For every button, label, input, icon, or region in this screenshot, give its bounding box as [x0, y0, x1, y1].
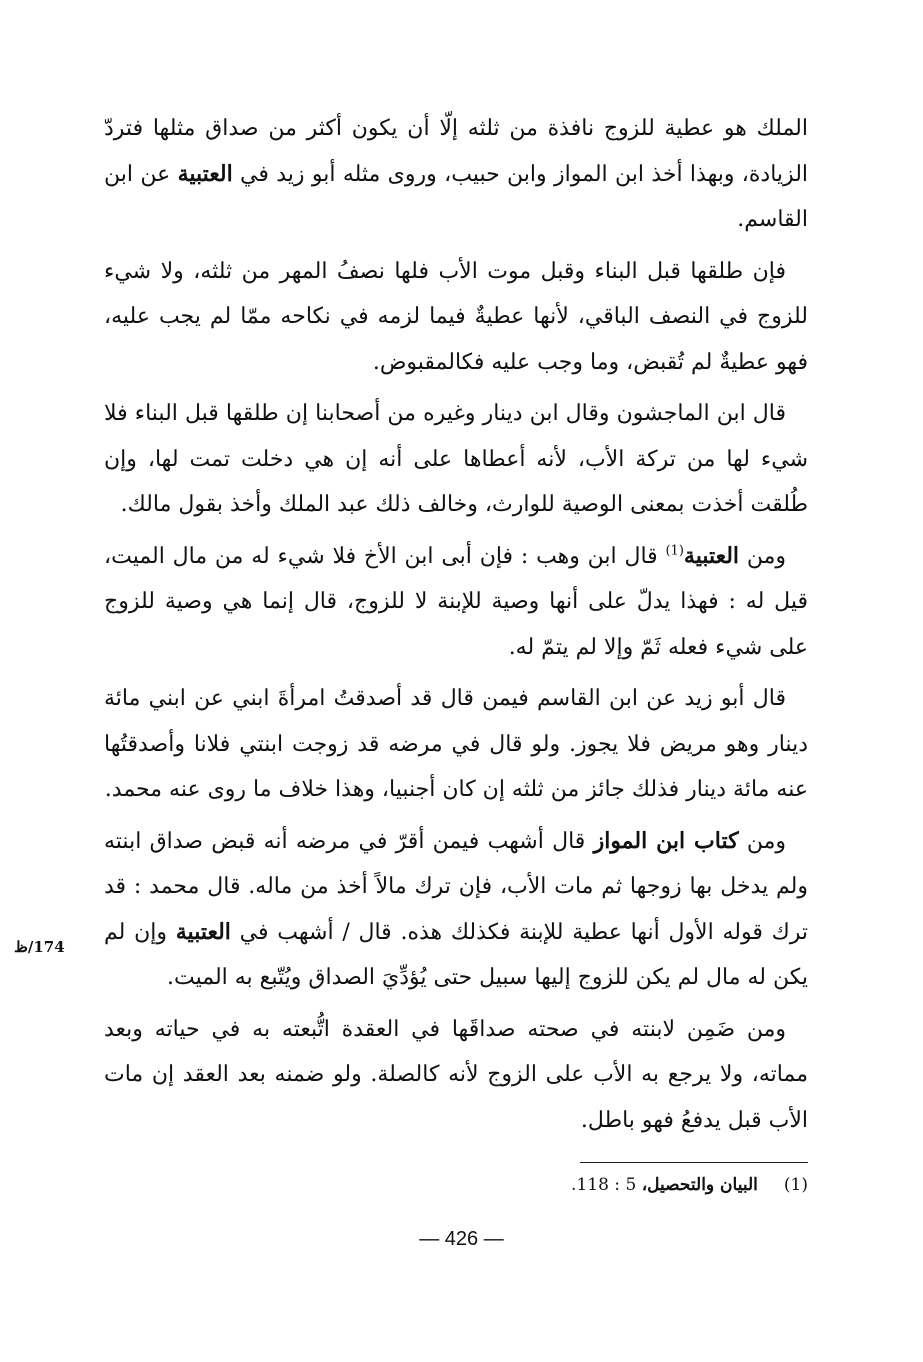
- footnote-reference: 5 : 118.: [571, 1175, 637, 1195]
- work-title: العتبية: [175, 918, 231, 945]
- footnote-marker: (1): [665, 543, 684, 559]
- paragraph-4: ومن العتبية$^{(1)}$ قال ابن وهب : فإن أبى ابن الأخ فلا شيء له من مال الميت، قيل له : فهذا يدلّ على أنها وصية للإبنة لا للزوج، قال إنما هي وصية للزوج على شيء فعله ثَمّ وإلا لم يتمّ له.: [104, 542, 808, 660]
- paragraph-6: ومن كتاب ابن المواز قال أشهب فيمن أقرّ في مرضه أنه قبض صداق ابنته ولم يدخل بها زوجها ثم مات الأب، فإن ترك مالاً أخذ من ماله. قال محمد : قد ترك قوله الأول أنها عطية للإبنة فكذلك هذه. قال / أشهب في العتبية وإن لم يكن له مال لم يكن للزوج إليها سبيل حتى يُؤدِّيَ الصداق ويُتّبع به الميت.: [104, 827, 808, 990]
- manuscript-folio-note: 174/ظ: [14, 938, 65, 956]
- footnote-divider: [580, 1162, 808, 1163]
- main-text: [104, 106, 808, 1149]
- page-number: — 426 —: [419, 1228, 504, 1250]
- paragraph-3: قال ابن الماجشون وقال ابن دينار وغيره من أصحابنا إن طلقها قبل البناء فلا شيء لها من تركة الأب، لأنه أعطاها على أنه إن هي دخلت تمت لها، وإن طُلقت أخذت بمعنى الوصية للوارث، وخالف ذلك عبد الملك وأخذ بقول مالك.: [104, 401, 808, 517]
- work-title: كتاب ابن المواز: [593, 827, 739, 854]
- footnote: [480, 1172, 808, 1198]
- footnote-source: البيان والتحصيل،: [641, 1175, 758, 1195]
- work-title: العتبية: [177, 160, 233, 187]
- paragraph-7: ومن ضَمِن لابنته في صحته صداقَها في العقدة اتُّبعته به في حياته وبعد مماته، ولا يرجع به الأب على الزوج لأنه كالصلة. ولو ضمنه بعد العقد إن مات الأب قبل يدفعُ فهو باطل.: [104, 1016, 808, 1133]
- footnote-number: (1): [783, 1175, 808, 1195]
- paragraph-2: فإن طلقها قبل البناء وقبل موت الأب فلها نصفُ المهر من ثلثه، ولا شيء للزوج في النصف الباقي، لأنها عطيةٌ فيما لزمه في نكاحه ممّا لم يجب عليه، فهو عطيةٌ لم تُقبض، وما وجب عليه فكالمقبوض.: [104, 258, 808, 375]
- paragraph-1: الملك هو عطية للزوج نافذة من ثلثه إلّا أن يكون أكثر من صداق مثلها فتردّ الزيادة، وبهذا أخذ ابن المواز وابن حبيب، وروى مثله أبو زيد في العتبية عن ابن القاسم.: [104, 116, 809, 232]
- work-title: العتبية: [683, 542, 740, 569]
- paragraph-5: قال أبو زيد عن ابن القاسم فيمن قال قد أصدقتُ امرأةَ ابني عن ابني مائة دينار وهو مريض فلا يجوز. ولو قال في مرضه قد زوجت ابنتي فلانا وأصدقتُها عنه مائة دينار فذلك جائز من ثلثه إن كان أجنبيا، وهذا خلاف ما روى عنه محمد.: [104, 686, 808, 802]
